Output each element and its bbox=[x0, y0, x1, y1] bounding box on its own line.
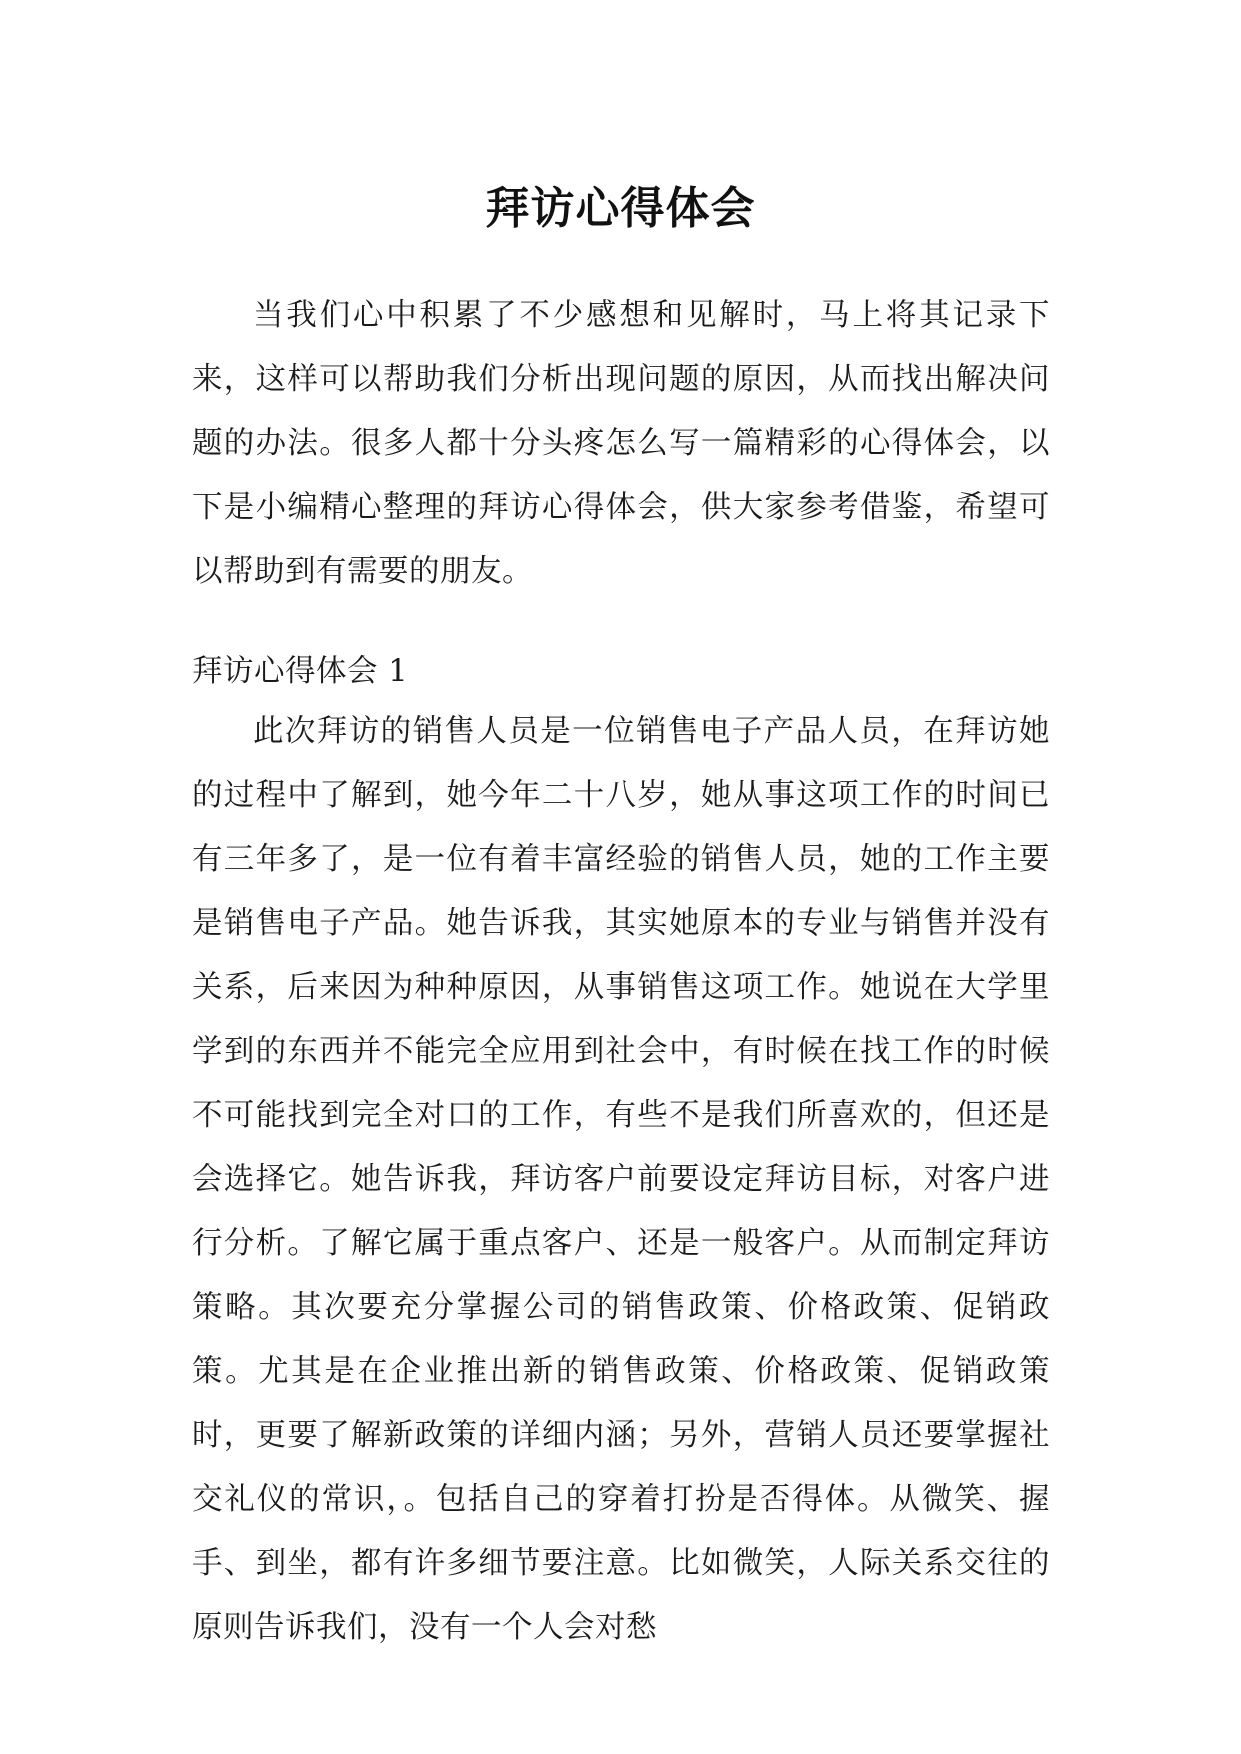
intro-paragraph: 当我们心中积累了不少感想和见解时，马上将其记录下来，这样可以帮助我们分析出现问题的原因，从而找出解决问题的办法。很多人都十分头疼怎么写一篇精彩的心得体会，以下是小编精心整理的拜访心得体会，供大家参考借鉴，希望可以帮助到有需要的朋友。 bbox=[192, 298, 1050, 589]
section-body bbox=[192, 700, 1050, 1660]
section-paragraph: 此次拜访的销售人员是一位销售电子产品人员，在拜访她的过程中了解到，她今年二十八岁，她从事这项工作的时间已有三年多了，是一位有着丰富经验的销售人员，她的工作主要是销售电子产品。她告诉我，其实她原本的专业与销售并没有关系，后来因为种种原因，从事销售这项工作。她说在大学里学到的东西并不能完全应用到社会中，有时候在找工作的时候不可能找到完全对口的工作，有些不是我们所喜欢的，但还是会选择它。她告诉我，拜访客户前要设定拜访目标，对客户进行分析。了解它属于重点客户、还是一般客户。从而制定拜访策略。其次要充分掌握公司的销售政策、价格政策、促销政策。尤其是在企业推出新的销售政策、价格政策、促销政策时，更要了解新政策的详细内涵；另外，营销人员还要掌握社交礼仪的常识，。包括自己的穿着打扮是否得体。从微笑、握手、到坐，都有许多细节要注意。比如微笑，人际关系交往的原则告诉我们，没有一个人会对愁 bbox=[192, 714, 1050, 1645]
section-heading: 拜访心得体会 1 bbox=[192, 654, 409, 689]
document-title: 拜访心得体会 bbox=[485, 183, 756, 235]
intro-section bbox=[192, 284, 1050, 604]
